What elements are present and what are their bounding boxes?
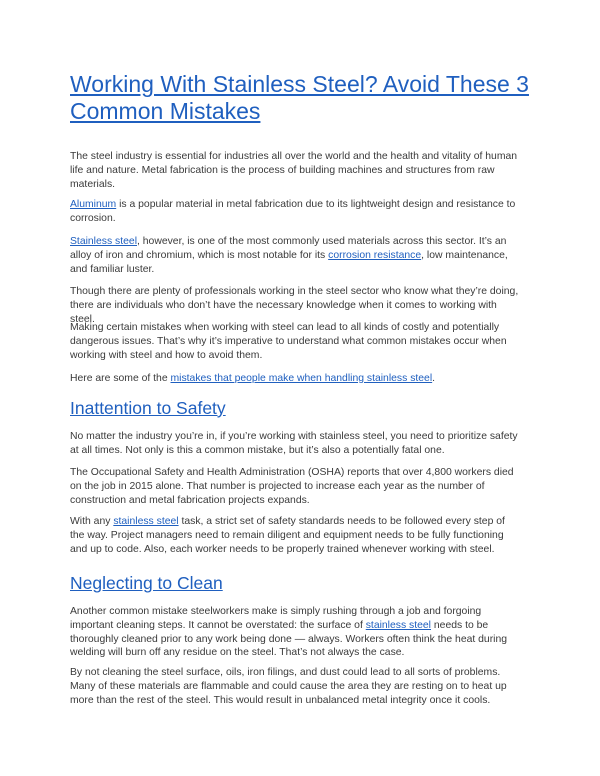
intro-paragraph-4: Though there are plenty of professionals working in the steel sector who know what they’re doing, there are individuals who don’t have the necessary knowledge when it comes to working with steel. bbox=[70, 286, 519, 325]
intro-paragraph-5: Making certain mistakes when working with steel can lead to all kinds of costly and potentially dangerous issues. That’s why it’s imperative to understand what common mistakes occur when working with steel and how to avoid them. bbox=[70, 322, 507, 361]
safety-paragraph-2: The Occupational Safety and Health Administration (OSHA) reports that over 4,800 workers died on the job in 2015 alone. That number is projected to increase each year as the number of construction and metal fabrication projects expands. bbox=[70, 467, 514, 506]
section-heading-clean[interactable] bbox=[70, 573, 223, 593]
section-heading-safety[interactable] bbox=[70, 398, 226, 418]
stainless-steel-link-3[interactable]: stainless steel bbox=[365, 619, 431, 631]
mistakes-link[interactable]: mistakes that people make when handling stainless steel bbox=[170, 373, 433, 384]
safety-paragraph-3: With any stainless steel task, a strict set of safety standards needs to be followed every step of the way. Project managers need to remain diligent and equipment needs to be fully functioning and up to code. Also, each worker needs to be properly trained whenever working with steel. bbox=[70, 516, 505, 555]
clean-paragraph-1: Another common mistake steelworkers make is simply rushing through a job and forgoing important cleaning steps. It cannot be overstated: the surface of stainless steel needs to be thoroughly cleaned prior to any work being done — always. Workers often think the heat during welding will burn off any residue on the steel. That’s not always the case. bbox=[70, 606, 508, 659]
intro-paragraph-1: The steel industry is essential for industries all over the world and the health and vitality of human life and nature. Metal fabrication is the process of building machines and structures from raw materials. bbox=[70, 151, 518, 190]
page-title-link[interactable]: Working With Stainless Steel? Avoid These 3 Common Mistakes bbox=[70, 71, 529, 124]
clean-paragraph-2: By not cleaning the steel surface, oils, iron filings, and dust could lead to all sorts of problems. Many of these materials are flammable and could cause the area they are resting on to heat up more than the rest of the steel. This would result in unbalanced metal integrity once it cools. bbox=[70, 667, 507, 706]
section-heading-safety-link[interactable]: Inattention to Safety bbox=[70, 398, 226, 418]
page-title[interactable] bbox=[70, 71, 530, 125]
intro-paragraph-6: Here are some of the mistakes that people make when handling stainless steel. bbox=[70, 373, 436, 384]
stainless-steel-link-2[interactable]: stainless steel bbox=[113, 516, 179, 527]
aluminum-link[interactable]: Aluminum bbox=[70, 199, 117, 210]
section-heading-clean-link[interactable]: Neglecting to Clean bbox=[70, 573, 223, 593]
stainless-steel-link[interactable]: Stainless steel bbox=[70, 236, 137, 247]
intro-paragraph-3: Stainless steel, however, is one of the most commonly used materials across this sector. It’s an alloy of iron and chromium, which is most notable for its corrosion resistance, low maintenance, and familiar luster. bbox=[70, 236, 508, 275]
safety-paragraph-1: No matter the industry you’re in, if you’re working with stainless steel, you need to prioritize safety at all times. Not only is this a common mistake, but it’s also a potentially fatal one. bbox=[70, 431, 518, 456]
intro-paragraph-2: Aluminum is a popular material in metal fabrication due to its lightweight design and resistance to corrosion. bbox=[70, 199, 516, 224]
corrosion-resistance-link[interactable]: corrosion resistance bbox=[328, 249, 422, 261]
